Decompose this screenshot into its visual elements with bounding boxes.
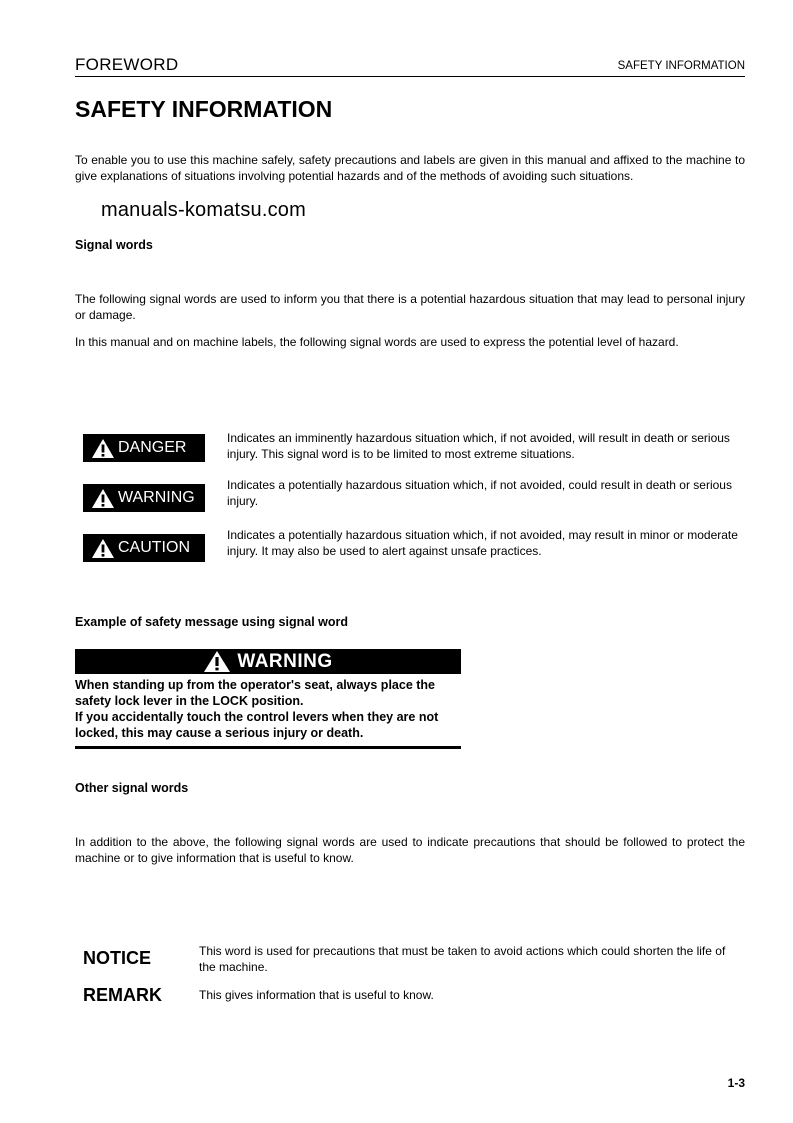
caution-description: Indicates a potentially hazardous situation which, if not avoided, may result in minor or moderate injury. It may also be used to alert against unsafe practices. <box>227 528 738 558</box>
watermark-text: manuals-komatsu.com <box>101 199 306 221</box>
alert-triangle-icon <box>203 650 231 673</box>
warning-label: WARNING <box>118 489 195 506</box>
caution-label: CAUTION <box>118 539 190 556</box>
example-warning-bottom-rule <box>75 746 461 749</box>
caution-badge <box>83 534 205 562</box>
example-heading: Example of safety message using signal word <box>75 615 349 629</box>
page-number: 1-3 <box>727 1076 745 1090</box>
warning-badge <box>83 484 205 512</box>
example-warning-label: WARNING <box>237 650 333 672</box>
alert-triangle-icon <box>91 488 115 509</box>
other-signal-words-heading: Other signal words <box>75 781 189 795</box>
other-signal-words-paragraph: In addition to the above, the following signal words are used to indicate precautions that should be followed to protect the machine or to give information that is useful to know. <box>75 835 745 865</box>
example-warning-header <box>75 649 461 674</box>
signal-words-heading: Signal words <box>75 238 153 252</box>
header-section-title: FOREWORD <box>75 55 179 74</box>
danger-badge <box>83 434 205 462</box>
intro-paragraph: To enable you to use this machine safely, safety precautions and labels are given in this manual and affixed to the machine to give explanations of situations involving potential hazards and of the methods of avoiding such situations. <box>75 153 745 183</box>
example-warning-text-1: When standing up from the operator's seat, always place the safety lock lever in the LOCK position. <box>75 678 435 708</box>
header-divider <box>75 76 745 77</box>
alert-triangle-icon <box>91 538 115 559</box>
danger-description: Indicates an imminently hazardous situation which, if not avoided, will result in death or serious injury. This signal word is to be limited to most extreme situations. <box>227 431 730 461</box>
danger-label: DANGER <box>118 439 187 456</box>
header-topic: SAFETY INFORMATION <box>617 60 745 72</box>
signal-words-paragraph-2: In this manual and on machine labels, the following signal words are used to express the potential level of hazard. <box>75 335 679 349</box>
notice-description: This word is used for precautions that must be taken to avoid actions which could shorten the life of the machine. <box>199 944 726 974</box>
remark-description: This gives information that is useful to know. <box>199 988 434 1002</box>
notice-label: NOTICE <box>83 948 152 968</box>
alert-triangle-icon <box>91 438 115 459</box>
warning-description: Indicates a potentially hazardous situation which, if not avoided, could result in death or serious injury. <box>227 478 732 508</box>
page-title: SAFETY INFORMATION <box>75 96 333 122</box>
signal-words-paragraph-1: The following signal words are used to inform you that there is a potential hazardous situation that may lead to personal injury or damage. <box>75 292 745 322</box>
example-warning-text-2: If you accidentally touch the control levers when they are not locked, this may cause a serious injury or death. <box>75 710 439 740</box>
remark-label: REMARK <box>83 985 162 1005</box>
example-warning-box <box>75 649 461 749</box>
